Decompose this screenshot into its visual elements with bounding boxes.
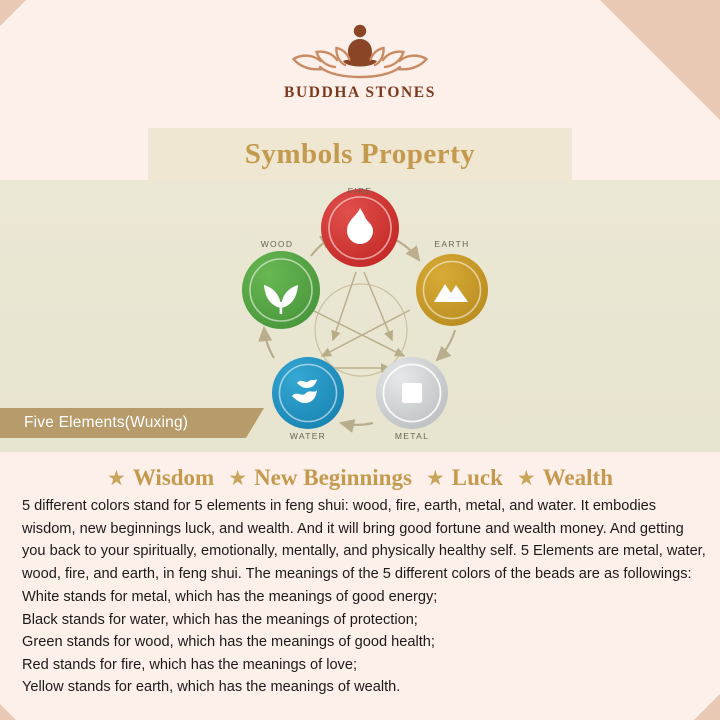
meaning-line-water: Black stands for water, which has the meanings of protection; — [22, 611, 418, 628]
brand-header — [0, 0, 720, 128]
star-icon: ★ — [425, 466, 445, 490]
keyword-item — [107, 465, 214, 491]
keyword-label: New Beginnings — [254, 465, 412, 490]
svg-text:WATER: WATER — [289, 431, 327, 441]
description-paragraph: 5 different colors stand for 5 elements in feng shui: wood, fire, earth, metal, and water. It embodies wisdom, new beginnings luck, and wealth. And it will bring good fortune and wealth money. And getting you back to your spiritually, emotionally, mentally, and physically healthy self. 5 Elements are metal, water, wood, fire, and earth, in feng shui. The meanings of the 5 different colors of the beads are as followings: — [22, 498, 706, 582]
keyword-item — [228, 465, 412, 491]
node-earth — [416, 239, 488, 326]
meaning-line-earth: Yellow stands for earth, which has the meanings of wealth. — [22, 679, 401, 695]
star-icon: ★ — [516, 466, 536, 490]
svg-text:WOOD: WOOD — [260, 239, 294, 249]
meaning-line-metal: White stands for metal, which has the meanings of good energy; — [22, 589, 438, 605]
node-water — [272, 357, 344, 441]
keyword-item — [517, 465, 613, 491]
keywords-strip — [0, 456, 720, 500]
description-block — [22, 495, 708, 699]
svg-text:METAL: METAL — [394, 431, 430, 441]
brand-name: BUDDHA STONES — [284, 84, 436, 101]
svg-text:EARTH: EARTH — [434, 239, 470, 249]
meaning-line-fire: Red stands for fire, which has the meanings of love; — [22, 656, 358, 673]
node-metal — [376, 357, 448, 441]
ribbon-tail — [246, 408, 264, 438]
meaning-line-wood: Green stands for wood, which has the meanings of good health; — [22, 634, 435, 650]
page-title-band — [148, 128, 572, 180]
node-wood — [242, 239, 320, 329]
keyword-label: Wisdom — [132, 465, 215, 490]
keyword-label: Luck — [451, 465, 503, 490]
star-icon: ★ — [228, 466, 248, 490]
ribbon-label: Five Elements(Wuxing) — [24, 414, 189, 431]
node-fire — [321, 186, 399, 267]
page-title: Symbols Property — [244, 137, 476, 170]
keyword-item — [426, 465, 503, 491]
corner-decoration-bottom-left — [0, 704, 16, 720]
lotus-meditation-icon — [0, 18, 720, 80]
keyword-label: Wealth — [542, 465, 613, 490]
five-elements-ribbon — [0, 408, 246, 438]
svg-text:FIRE: FIRE — [347, 186, 373, 196]
star-icon: ★ — [107, 466, 126, 490]
